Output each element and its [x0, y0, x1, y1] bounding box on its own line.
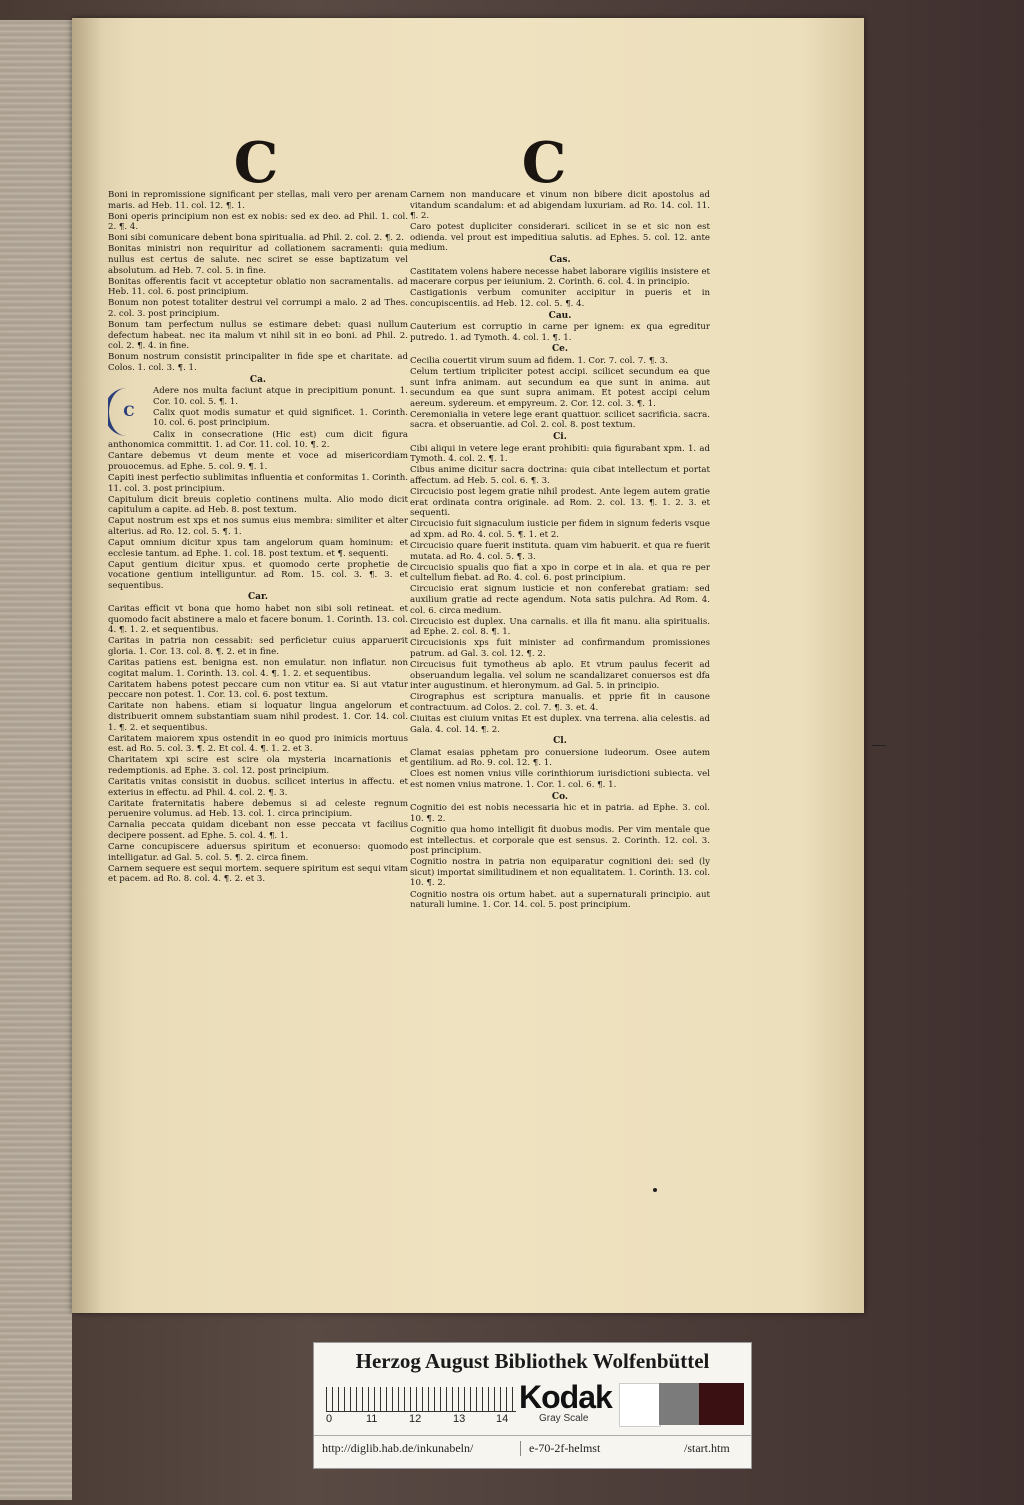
left-text-column — [108, 190, 408, 1090]
ruler-label: 0 — [326, 1413, 333, 1425]
section-heading-car: Car. — [247, 592, 269, 603]
index-entry: Circucisio fuit signaculum iusticie per fidem in signum federis vsque ad xpm. ad Ro. 4. col. 5. ¶. 1. et 2. — [410, 519, 710, 540]
index-entry: Ceremonialia in vetere lege erant quattuor. scilicet sacrificia. sacra. sacra. et obseruantie. ad Col. 2. col. 8. post textum. — [410, 409, 710, 431]
right-entries-f — [410, 748, 710, 791]
card-divider — [314, 1435, 751, 1436]
index-entry: Charitatem xpi scire est scire ola mysteria incarnationis et redemptionis. ad Ephe. 3. col. 12. post principium. — [108, 755, 408, 776]
index-entry: Castitatem volens habere necesse habet laborare vigiliis insistere et macerare corpus per ieiunium. 2. Corinth. 6. col. 4. in principio. — [410, 266, 710, 288]
index-entry: Capiti inest perfectio sublimitas influentia et conformitas 1. Corinth. 11. col. 3. post principium. — [108, 472, 408, 494]
section-heading-ca: Ca. — [249, 374, 267, 385]
index-entry: Circucisus fuit tymotheus ab aplo. Et vtrum paulus fecerit ad obseruandum legalia. vel solum ne scandalizaret conuersos est dfa inter augustinum. et hieronymum. ad Gal. 5. in principio. — [410, 660, 710, 692]
index-entry: Circucisio quare fuerit instituta. quam vim habuerit. et qua re fuerit mutata. ad Ro. 4. col. 5. ¶. 3. — [410, 541, 710, 562]
page-gutter — [72, 18, 102, 1313]
right-entries-g — [410, 803, 710, 910]
index-entry: Castigationis verbum comuniter accipitur in pueris et in concupiscentiis. ad Heb. 12. col. 5. ¶. 4. — [410, 288, 710, 309]
index-entry: Carne concupiscere aduersus spiritum et econuerso: quomodo intelligatur. ad Gal. 5. col. 5. ¶. 2. circa finem. — [108, 842, 408, 863]
page-initial-right: C — [521, 130, 567, 196]
index-entry: Caritate non habens. etiam si loquatur lingua angelorum et distribuerit omnem substantiam suam nihil prodest. 1. Cor. 14. col. 1. ¶. 2. et sequentibus. — [108, 701, 408, 733]
section-heading-cas: Cas. — [549, 255, 571, 266]
shelfmark: e-70-2f-helmst — [520, 1441, 651, 1456]
color-target-card — [313, 1342, 752, 1469]
section-heading-cl: Cl. — [553, 736, 567, 747]
left-entries-c — [108, 604, 408, 885]
library-url: http://diglib.hab.de/inkunabeln/ — [322, 1441, 474, 1455]
index-entry: Bonum non potest totaliter destrui vel corrumpi a malo. 2 ad Thes. 2. col. 3. post principium. — [108, 298, 408, 320]
index-entry: Caritas efficit vt bona que homo habet non sibi soli retineat. et quomodo facit abstinere a malo et facere bonum. 1. Corinth. 13. col. 4. ¶. 1. 2. et sequentibus. — [108, 604, 408, 636]
index-entry: Caput omnium dicitur xpus tam angelorum quam hominum: et ecclesie tantum. ad Ephe. 1. col. 18. post textum. et ¶. sequenti. — [108, 538, 408, 559]
index-entry: Cibi aliqui in vetere lege erant prohibiti: quia figurabant xpm. 1. ad Tymoth. 4. col. 2. ¶. 1. — [410, 443, 710, 465]
index-entry: Cantare debemus vt deum mente et voce ad misericordiam prouocemus. ad Ephe. 5. col. 9. ¶. 1. — [108, 451, 408, 472]
index-entry: Caput nostrum est xps et nos sumus eius membra: similiter et alter alterius. ad Ro. 12. col. 5. ¶. 1. — [108, 516, 408, 537]
index-entry: Carnem non manducare et vinum non bibere dicit apostolus ad vitandum scandalum: et ad abigendam luxuriam. ad Ro. 14. col. 11. ¶. 2. — [410, 190, 710, 222]
measurement-ruler — [326, 1387, 516, 1412]
index-entry: Cauterium est corruptio in carne per ignem: ex qua egreditur putredo. 1. ad Tymoth. 4. col. 1. ¶. 1. — [410, 322, 710, 343]
index-entry: Cirographus est scriptura manualis. et pprie fit in causone contractuum. ad Colos. 2. col. 7. ¶. 3. et. 4. — [410, 692, 710, 713]
index-entry: Caro potest dupliciter considerari. scilicet in se et sic non est odienda. vel prout est impeditiua salutis. ad Ephes. 5. col. 12. ante medium. — [410, 222, 710, 254]
ruler-label: 12 — [409, 1413, 422, 1425]
index-entry: Cecilia couertit virum suum ad fidem. 1. Cor. 7. col. 7. ¶. 3. — [410, 355, 668, 366]
kodak-logo: Kodak — [519, 1379, 612, 1415]
right-entries-e — [410, 444, 710, 736]
section-heading-cau: Cau. — [548, 310, 572, 321]
ink-dot — [653, 1188, 657, 1192]
gray-swatch-white — [619, 1383, 661, 1427]
right-text-column — [410, 190, 710, 1090]
index-entry: Caritas patiens est. benigna est. non emulatur. non inflatur. non cogitat malum. 1. Corinth. 13. col. 4. ¶. 1. 2. et sequentibus. — [108, 658, 408, 679]
index-entry: Bonitas ministri non requiritur ad collationem sacramenti: quia nullus est certus de salute. nec sciret se esse baptizatum vel absolutum. ad Heb. 7. col. 5. in fine. — [108, 244, 408, 276]
right-entries-b — [410, 267, 710, 310]
index-entry: Boni in repromissione significant per stellas, mali vero per arenam maris. ad Heb. 11. col. 12. ¶. 1. — [108, 190, 408, 211]
index-entry: Adere nos multa faciunt atque in precipitium ponunt. 1. Cor. 10. col. 5. ¶. 1. — [153, 386, 408, 407]
index-entry: Carnalia peccata quidam dicebant non esse peccata vt facilius decipere possent. ad Ephe. 5. col. 4. ¶. 1. — [108, 820, 408, 842]
index-entry: Circucisio erat signum iusticie et non conferebat gratiam: sed auxilium gratie ad recte agendum. Nota satis pulchra. Ad Rom. 4. col. 6. circa medium. — [410, 584, 710, 616]
section-heading-co: Co. — [551, 791, 569, 802]
index-entry: Celum tertium tripliciter potest accipi. scilicet secundum ea que sunt infra animam. aut secundum ea que sunt in anima. aut secundum ea que sunt supra animam. Et potest accipi celum aereum. sydereum. et empyreum. 2. Cor. 12. col. 3. ¶. 1. — [410, 367, 710, 409]
right-entries-c — [410, 322, 710, 343]
section-heading-ce: Ce. — [551, 344, 569, 355]
ruler-label: 14 — [496, 1413, 509, 1425]
index-entry: Calix quot modis sumatur et quid significet. 1. Corinth. 10. col. 6. post principium. — [153, 407, 408, 429]
right-entries-d — [410, 356, 710, 431]
institution-name: Herzog August Bibliothek Wolfenbüttel — [355, 1349, 710, 1373]
index-entry: Cognitio qua homo intelligit fit duobus modis. Per vim mentale que est intellectus. et corporale que est sensus. 2. Corinth. 12. col. 3. post principium. — [410, 824, 710, 857]
index-entry: Capitulum dicit breuis copletio continens multa. Alio modo dicit capitulum a capite. ad Heb. 8. post textum. — [108, 494, 408, 516]
index-entry: Boni sibi comunicare debent bona spiritualia. ad Phil. 2. col. 2. ¶. 2. — [108, 233, 404, 244]
index-entry: Circucisio spualis quo fiat a xpo in corpe et in ala. et qua re per cultellum fiebat. ad Ro. 4. col. 6. post principium. — [410, 562, 710, 584]
index-entry: Caritate fraternitatis habere debemus si ad celeste regnum peruenire volumus. ad Heb. 13. col. 1. circa principium. — [108, 798, 408, 820]
gray-scale-label: Gray Scale — [539, 1413, 589, 1424]
index-entry: Caritatem maiorem xpus ostendit in eo quod pro inimicis mortuus est. ad Ro. 5. col. 3. ¶. 2. Et col. 4. ¶. 1. 2. et 3. — [108, 733, 408, 755]
right-entries-a — [410, 190, 710, 254]
index-entry: Circucisio post legem gratie nihil prodest. Ante legem autem gratie erat ordinata contra originale. ad Rom. 2. col. 13. ¶. 1. 2. 3. et sequenti. — [410, 487, 710, 519]
index-entry: Boni operis principium non est ex nobis: sed ex deo. ad Phil. 1. col. 2. ¶. 4. — [108, 211, 408, 233]
left-entries-a — [108, 190, 408, 374]
index-entry: Cognitio nostra in patria non equiparatur cognitioni dei: sed (ly sicut) importat similitudinem et non equalitatem. 1. Corinth. 13. col. 10. ¶. 2. — [410, 857, 710, 889]
gray-swatch-mid — [659, 1383, 699, 1425]
left-entries-b — [108, 386, 408, 591]
index-entry: Bonum nostrum consistit principaliter in fide spe et charitate. ad Colos. 1. col. 3. ¶. 1. — [108, 352, 408, 373]
page-initial-left: C — [233, 130, 279, 196]
margin-mark — [872, 745, 886, 746]
index-entry: Cognitio nostra ois ortum habet. aut a supernaturali principio. aut naturali lumine. 1. Cor. 14. col. 5. post principium. — [410, 889, 710, 911]
index-entry: Circucisio est duplex. Una carnalis. et illa fit manu. alia spiritualis. ad Ephe. 2. col. 8. ¶. 1. — [410, 616, 710, 638]
drop-capital: C — [108, 388, 149, 436]
index-entry: Caritatem habens potest peccare cum non vtitur ea. Si aut vtatur peccare non potest. 1. Cor. 13. col. 6. post textum. — [108, 679, 408, 701]
ruler-label: 13 — [453, 1413, 466, 1425]
index-entry: Caritas in patria non cessabit: sed perficietur cuius apparuerit gloria. 1. Cor. 13. col. 8. ¶. 2. et in fine. — [108, 636, 408, 657]
index-entry: Calix in consecratione (Hic est) cum dicit figura anthonomica committit. 1. ad Cor. 11. col. 10. ¶. 2. — [108, 429, 408, 451]
index-entry: Caput gentium dicitur xpus. et quomodo certe prophetie de vocatione gentium intelliguntur. ad Rom. 15. col. 3. ¶. 3. et sequentibus. — [108, 559, 408, 591]
ruler-labels — [326, 1413, 526, 1427]
ruler-label: 11 — [366, 1413, 378, 1425]
adjacent-page-edge — [0, 20, 72, 1500]
index-entry: Cognitio dei est nobis necessaria hic et in patria. ad Ephe. 3. col. 10. ¶. 2. — [410, 803, 710, 824]
start-page: /start.htm — [684, 1441, 730, 1455]
index-entry: Caritatis vnitas consistit in duobus. scilicet interius in affectu. et exterius in effectu. ad Phil. 4. col. 2. ¶. 3. — [108, 777, 408, 798]
index-entry: Carnem sequere est sequi mortem. sequere spiritum est sequi vitam et pacem. ad Ro. 8. col. 4. ¶. 2. et 3. — [108, 863, 408, 885]
index-entry: Cloes est nomen vnius ville corinthiorum iurisdictioni subiecta. vel est nomen vnius matrone. 1. Cor. 1. col. 6. ¶. 1. — [410, 769, 710, 791]
gray-swatch-dark — [699, 1383, 744, 1425]
index-entry: Clamat esaias pphetam pro conuersione iudeorum. Osee autem gentilium. ad Ro. 9. col. 12. ¶. 1. — [410, 747, 710, 769]
index-entry: Bonum tam perfectum nullus se estimare debet: quasi nullum defectum habeat. nec ita malum vt nihil sit in eo boni. ad Phil. 2. col. 2. ¶. 4. in fine. — [108, 320, 408, 352]
index-entry: Circucisionis xps fuit minister ad confirmandum promissiones patrum. ad Gal. 3. col. 12. ¶. 2. — [410, 638, 710, 659]
index-entry: Cibus anime dicitur sacra doctrina: quia cibat intellectum et portat affectum. ad Heb. 5. col. 6. ¶. 3. — [410, 465, 710, 486]
index-entry: Ciuitas est ciuium vnitas Et est duplex. vna terrena. alia celestis. ad Gala. 4. col. 14. ¶. 2. — [410, 714, 710, 735]
index-entry: Bonitas offerentis facit vt acceptetur oblatio non sacramentalis. ad Heb. 11. col. 6. post principium. — [108, 276, 408, 298]
section-heading-ci: Ci. — [553, 432, 567, 443]
